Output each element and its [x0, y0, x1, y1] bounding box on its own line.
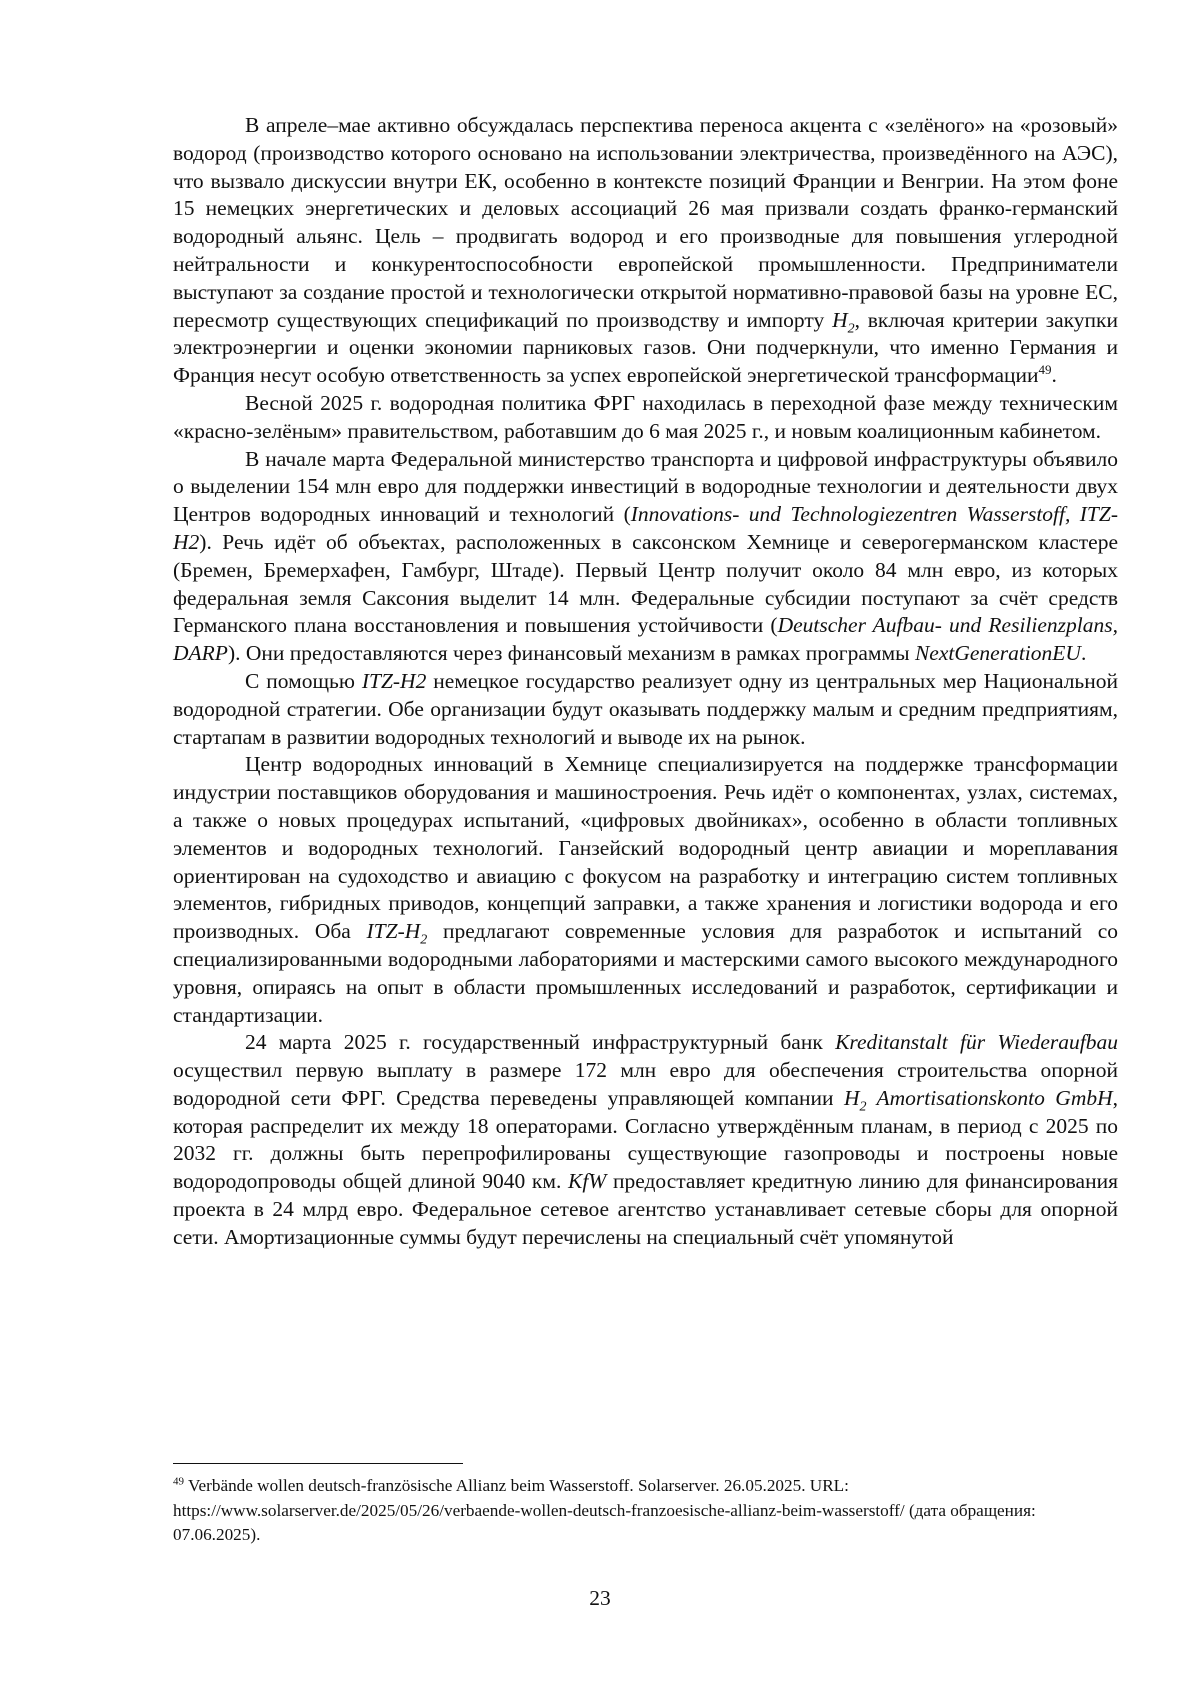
italic-run: ITZ-H — [366, 919, 421, 944]
text-run: Центр водородных инноваций в Хемнице специализируется на поддержке трансформации индустрии поставщиков оборудования и машиностроения. Речь идёт о компонентах, узлах, системах, а также о новых процедурах испытаний, «цифровых двойниках», особенно в области топливных элементов и водородных технологий. Ганзейский водородный центр авиации и мореплавания ориентирован на судоходство и авиацию с фокусом на разработку и интеграцию систем топливных элементов, гибридных приводов, концепций заправки, а также хранения и логистики водорода и его производных. Оба — [173, 752, 1118, 944]
text-run: ). Речь идёт об объектах, расположенных в саксонском Хемнице и северогерманском кластере (Бремен, Бремерхафен, Гамбург, Штаде). Первый Центр получит около 84 млн евро, из которых федеральная земля Саксония выделит 14 млн. Федеральные субсидии поступают за счёт средств Германского плана восстановления и повышения устойчивости ( — [173, 529, 1118, 638]
paragraph — [173, 112, 1118, 390]
footnote-reference: 49 — [1038, 362, 1052, 378]
text-run: . — [1051, 363, 1057, 388]
italic-run: Deutscher Aufbau- und Resilienzplans, DARP — [173, 613, 1118, 666]
footnote-text: Verbände wollen deutsch-französische Allianz beim Wasserstoff. Solarserver. 26.05.2025. URL: https://www.solarserver.de/2025/05/26/verbaende-wollen-deutsch-franzoesische-allianz-beim-wasserstoff/ (дата обращения: 07.06.2025). — [173, 1476, 1036, 1544]
italic-run: H — [832, 307, 848, 332]
text-run: осуществил первую выплату в размере 172 млн евро для обеспечения строительства опорной водородной сети ФРГ. Средства переведены управляющей компании — [173, 1058, 1118, 1110]
italic-run: ITZ-H2 — [361, 668, 427, 693]
footnote — [173, 1474, 1118, 1548]
text-run: предоставляет кредитную линию для финансирования проекта в 24 млрд евро. Федеральное сетевое агентство устанавливает сетевые сборы для опорной сети. Амортизационные суммы будут перечислены на специальный счёт упомянутой — [173, 1169, 1118, 1249]
paragraph — [173, 1029, 1118, 1251]
italic-run: Kreditanstalt für Wiederaufbau — [835, 1030, 1118, 1055]
paragraph — [173, 668, 1118, 751]
footnote-separator — [173, 1463, 463, 1464]
paragraph — [173, 446, 1118, 668]
paragraph — [173, 751, 1118, 1029]
text-run: 24 марта 2025 г. государственный инфраструктурный банк — [245, 1030, 836, 1055]
text-run: немецкое государство реализует одну из центральных мер Национальной водородной стратегии. Обе организации будут оказывать поддержку малым и средним предприятиям, стартапам в развитии водородных технологий и выводе их на рынок. — [173, 668, 1119, 749]
text-run: Весной 2025 г. водородная политика ФРГ находилась в переходной фазе между техническим «красно-зелёным» правительством, работавшим до 6 мая 2025 г., и новым коалиционным кабинетом. — [173, 390, 1118, 443]
text-run: , которая распределит их между 18 операторами. Согласно утверждённым планам, в период с 2025 по 2032 гг. должны быть перепрофилированы существующие газопроводы и построены новые водородопроводы общей длиной 9040 км. — [173, 1085, 1118, 1194]
text-run: , включая критерии закупки электроэнергии и оценки экономии парниковых газов. Они подчеркнули, что именно Германия и Франция несут особую ответственность за успех европейской энергетической трансформации — [173, 307, 1118, 388]
page-number: 23 — [589, 1586, 611, 1610]
italic-run: Amortisationskonto GmbH — [866, 1085, 1113, 1110]
text-run: В начале марта Федеральной министерство транспорта и цифровой инфраструктуры объявило о выделении 154 млн евро для поддержки инвестиций в водородные технологии и деятельности двух Центров водородных инноваций и технологий ( — [173, 446, 1118, 527]
italic-run: KfW — [568, 1169, 607, 1194]
subscript: 2 — [847, 320, 855, 336]
paragraph — [173, 390, 1118, 446]
text-run: ). Они предоставляются через финансовый механизм в рамках программы — [227, 641, 915, 666]
document-body — [173, 112, 1118, 1252]
text-run: С помощью — [245, 668, 362, 693]
text-run: В апреле–мае активно обсуждалась перспектива переноса акцента с «зелёного» на «розовый» водород (производство которого основано на использовании электричества, произведённого на АЭС), что вызвало дискуссии внутри ЕК, особенно в контексте позиций Франции и Венгрии. На этом фоне 15 немецких энергетических и деловых ассоциаций 26 мая призвали создать франко-германский водородный альянс. Цель – продвигать водород и его производные для повышения углеродной нейтральности и конкурентоспособности европейской промышленности. Предприниматели выступают за создание простой и технологически открытой нормативно-правовой базы на уровне ЕС, пересмотр существующих спецификаций по производству и импорту — [173, 113, 1118, 332]
text-run: предлагают современные условия для разработок и испытаний со специализированными водородными лабораториями и мастерскими самого высокого международного уровня, опираясь на опыт в области промышленных исследований и разработок, сертификации и стандартизации. — [173, 919, 1118, 1027]
footnote-number: 49 — [173, 1475, 184, 1488]
italic-run: H — [843, 1085, 860, 1110]
text-run: . — [1080, 641, 1087, 666]
italic-run: NextGenerationEU — [914, 641, 1081, 666]
subscript: 2 — [420, 932, 428, 948]
italic-run: Innovations- und Technologiezentren Wasserstoff, ITZ-H2 — [173, 502, 1118, 554]
subscript: 2 — [859, 1099, 867, 1115]
